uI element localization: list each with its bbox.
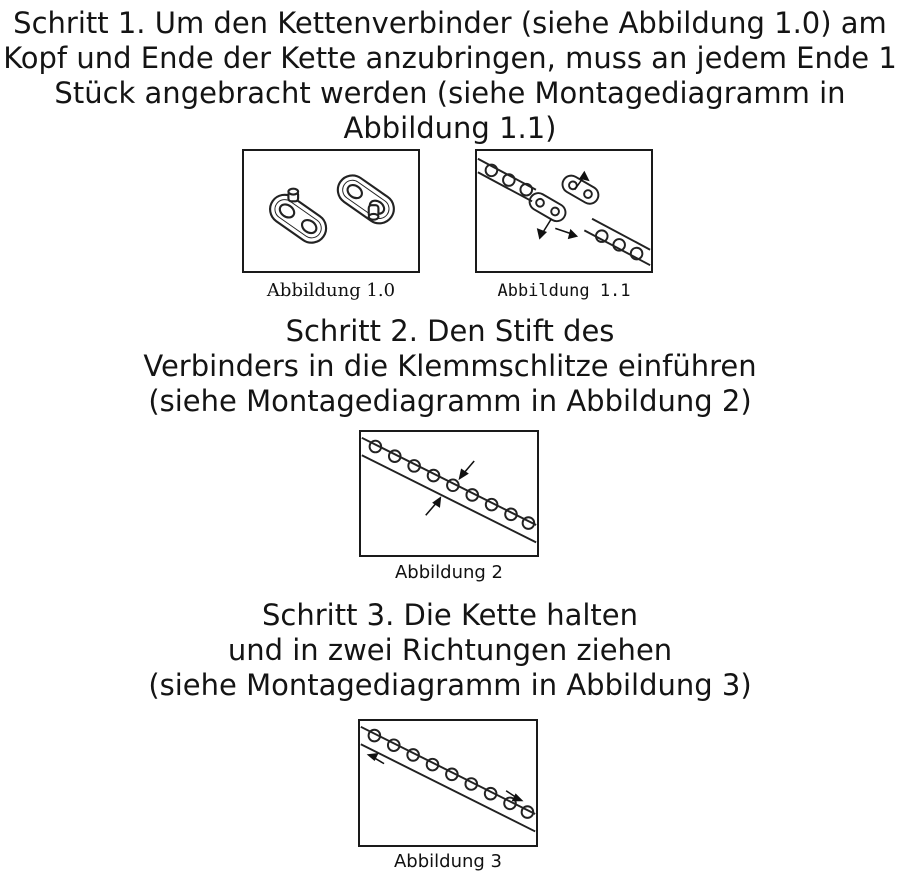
step2-line-3: (siehe Montagediagramm in Abbildung 2)	[148, 384, 752, 418]
step3-line-1: Schritt 3. Die Kette halten	[261, 598, 639, 632]
step2-line-1: Schritt 2. Den Stift des	[285, 314, 615, 348]
step3-line-2: und in zwei Richtungen ziehen	[227, 633, 673, 667]
step1-line-2: Kopf und Ende der Kette anzubringen, muss an jedem Ende 1	[3, 41, 897, 75]
step1-line-3: Stück angebracht werden (siehe Montagediagramm in	[54, 76, 846, 110]
step2-heading	[0, 314, 900, 419]
step2-line-2: Verbinders in die Klemmschlitze einführen	[143, 349, 757, 383]
step3-heading	[0, 598, 900, 703]
figure-2-caption: Abbildung 2	[394, 562, 503, 583]
step1-line-4: Abbildung 1.1)	[343, 111, 557, 145]
step1-heading	[0, 6, 900, 146]
figure-3-caption: Abbildung 3	[393, 851, 502, 872]
step3-line-3: (siehe Montagediagramm in Abbildung 3)	[148, 668, 752, 702]
figure-1-1	[475, 149, 653, 273]
figure-1-0	[242, 149, 420, 273]
step1-line-1: Schritt 1. Um den Kettenverbinder (siehe Abbildung 1.0) am	[13, 6, 887, 40]
figure-1-1-caption: Abbildung 1.1	[497, 281, 631, 301]
figure-2	[359, 430, 539, 557]
chain-pull-icon	[360, 721, 536, 845]
chain-assembly-icon	[477, 151, 651, 271]
figure-3	[358, 719, 538, 847]
figure-1-0-caption: Abbildung 1.0	[266, 280, 396, 301]
chain-insert-icon	[361, 432, 537, 555]
chain-connector-icon	[244, 151, 418, 271]
